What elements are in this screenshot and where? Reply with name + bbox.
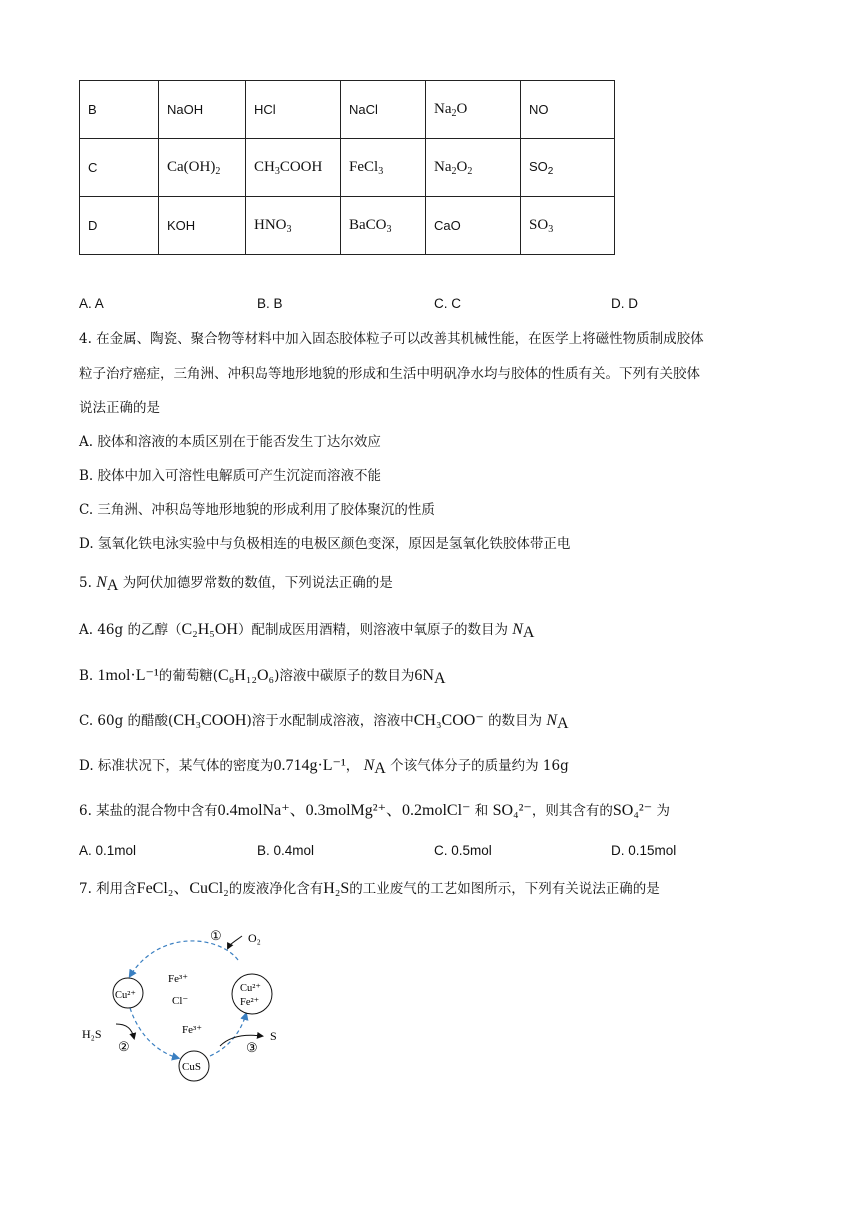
step-3-label: ③ bbox=[246, 1040, 258, 1055]
cycle-arrow-right bbox=[210, 1014, 246, 1056]
h2s-label: H₂S bbox=[82, 1027, 102, 1041]
q4-stem-line2: 粒子治疗癌症，三角洲、冲积岛等地形地貌的形成和生活中明矾净水均与胶体的性质有关。下列有关胶体 bbox=[79, 366, 700, 382]
q4-stem-line3: 说法正确的是 bbox=[79, 400, 160, 416]
formula-subscript: 3 bbox=[386, 223, 392, 235]
q6-prefix: 6. 某盐的混合物中含有 bbox=[79, 803, 218, 819]
na-subscript: A bbox=[374, 760, 386, 777]
q5-a-suffix: ）配制成医用酒精，则溶液中氧原子的数目为 bbox=[237, 622, 508, 638]
q5-stem-text: 为阿伏加德罗常数的数值，下列说法正确的是 bbox=[122, 575, 393, 591]
formula-subscript: 3 bbox=[378, 165, 384, 177]
process-cycle-diagram bbox=[70, 918, 300, 1088]
cu2-right-label: Cu²⁺ bbox=[240, 983, 261, 994]
formula-subscript: 3 bbox=[286, 223, 292, 235]
table-cell: CaO bbox=[426, 197, 521, 255]
q5-stem bbox=[79, 573, 393, 596]
q5-d-suffix: 个该气体分子的质量约为 16g bbox=[390, 758, 569, 774]
h2s-arrow bbox=[116, 1024, 134, 1038]
step-1-label: ① bbox=[210, 928, 222, 943]
table-cell: $HNO_3$ bbox=[246, 197, 341, 255]
q6-option-d: D. 0.15mol bbox=[611, 843, 677, 858]
q5-option-a bbox=[79, 620, 534, 643]
q7-suffix: 的工业废气的工艺如图所示，下列有关说法正确的是 bbox=[349, 881, 660, 897]
q4-option-b: B. 胶体中加入可溶性电解质可产生沉淀而溶液不能 bbox=[79, 468, 382, 484]
table-cell: $SO_2$ bbox=[521, 139, 615, 197]
q5-b-mid: 的葡萄糖( bbox=[158, 668, 219, 684]
table-cell: $Na_2O_2$ bbox=[426, 139, 521, 197]
cu2-label: Cu²⁺ bbox=[115, 990, 136, 1001]
table-row bbox=[80, 81, 615, 139]
acetic-acid-formula: CH₃COOH bbox=[173, 712, 247, 729]
ion-amounts: 0.4molNa⁺、0.3molMg²⁺、0.2molCl⁻ bbox=[217, 802, 471, 819]
q5-d-sep: ， bbox=[345, 758, 360, 774]
formula-subscript: 2 bbox=[451, 107, 457, 119]
formula-subscript: 3 bbox=[274, 165, 280, 177]
q5-option-d bbox=[79, 756, 569, 779]
q7-stem bbox=[79, 879, 660, 899]
q6-stem bbox=[79, 801, 670, 821]
q6-and: 和 bbox=[474, 803, 489, 819]
q5-c-suffix: 的数目为 bbox=[488, 713, 543, 729]
cu2-fe2-node bbox=[232, 974, 272, 1014]
cycle-arrow-top bbox=[130, 941, 238, 976]
na-symbol: N bbox=[546, 712, 558, 729]
sulfate-ion: SO₄²⁻ bbox=[612, 802, 653, 819]
o2-label: O₂ bbox=[248, 931, 261, 945]
q6-mid: ，则其含有的 bbox=[531, 803, 613, 819]
table-cell: NaOH bbox=[159, 81, 246, 139]
fe2-right-label: Fe²⁺ bbox=[240, 997, 260, 1008]
table-cell: $SO_3$ bbox=[521, 197, 615, 255]
q7-mid: 的废液净化含有 bbox=[228, 881, 324, 897]
q4-option-a: A. 胶体和溶液的本质区别在于能否发生丁达尔效应 bbox=[79, 434, 381, 450]
q5-number: 5. bbox=[79, 575, 92, 591]
na-symbol: N bbox=[363, 757, 375, 774]
row-label: C bbox=[80, 139, 159, 197]
o2-arrow bbox=[228, 936, 242, 948]
q6-option-a: A. 0.1mol bbox=[79, 843, 137, 858]
options-table bbox=[79, 80, 615, 255]
na-subscript: A bbox=[557, 715, 569, 732]
s-label: S bbox=[270, 1029, 277, 1043]
table-cell: BaCO$_3$ bbox=[341, 197, 426, 255]
table-cell: FeCl$_3$ bbox=[341, 139, 426, 197]
row-label: B bbox=[80, 81, 159, 139]
q5-c-mid: )溶于水配制成溶液，溶液中 bbox=[246, 713, 414, 729]
table-cell: $Ca(OH)_2$ bbox=[159, 139, 246, 197]
q6-option-c: C. 0.5mol bbox=[434, 843, 492, 858]
table-cell: HCl bbox=[246, 81, 341, 139]
q5-b-prefix: B. bbox=[79, 668, 94, 684]
q5-b-suffix: )溶液中碳原子的数目为 bbox=[274, 668, 415, 684]
cus-label: CuS bbox=[182, 1061, 201, 1073]
step-2-label: ② bbox=[118, 1039, 130, 1054]
q3-option-a: A. A bbox=[79, 296, 104, 311]
table-cell: KOH bbox=[159, 197, 246, 255]
table-cell: $CH_3COOH$ bbox=[246, 139, 341, 197]
q6-end: 为 bbox=[656, 803, 670, 819]
formula-subscript: 3 bbox=[548, 223, 554, 235]
gas-density: 0.714g·L⁻¹ bbox=[273, 757, 346, 774]
carbon-count: 6N bbox=[414, 667, 434, 684]
q4-stem-line1: 4. 在金属、陶瓷、聚合物等材料中加入固态胶体粒子可以改善其机械性能，在医学上将磁性物质制成胶体 bbox=[79, 331, 704, 347]
q5-c-prefix: C. 60g 的醋酸( bbox=[79, 713, 174, 729]
na-subscript: A bbox=[106, 577, 119, 594]
q7-prefix: 7. 利用含 bbox=[79, 881, 137, 897]
q5-d-prefix: D. 标准状况下，某气体的密度为 bbox=[79, 758, 274, 774]
q3-option-d: D. D bbox=[611, 296, 638, 311]
table-row bbox=[80, 197, 615, 255]
q5-option-c bbox=[79, 711, 569, 734]
na-subscript: A bbox=[433, 670, 446, 687]
acetate-ion: CH₃COO⁻ bbox=[413, 712, 484, 729]
fe3-top-label: Fe³⁺ bbox=[168, 973, 189, 985]
table-row bbox=[80, 139, 615, 197]
table-cell: $Na_2O$ bbox=[426, 81, 521, 139]
concentration-unit: 1mol·L⁻¹ bbox=[97, 667, 159, 684]
na-subscript: A bbox=[522, 624, 535, 641]
q6-option-b: B. 0.4mol bbox=[257, 843, 315, 858]
salt-formulas: FeCl₂、CuCl₂ bbox=[136, 880, 229, 897]
formula-subscript: 2 bbox=[467, 165, 473, 177]
na-symbol: N bbox=[96, 574, 107, 591]
cl-label: Cl⁻ bbox=[172, 995, 189, 1007]
q3-option-b: B. B bbox=[257, 296, 283, 311]
q4-option-d: D. 氢氧化铁电泳实验中与负极相连的电极区颜色变深，原因是氢氧化铁胶体带正电 bbox=[79, 536, 571, 552]
formula-subscript: 2 bbox=[215, 165, 221, 177]
q5-option-b bbox=[79, 666, 446, 689]
q3-option-c: C. C bbox=[434, 296, 461, 311]
cycle-arrow-left bbox=[130, 1008, 178, 1058]
formula-subscript: 2 bbox=[547, 165, 554, 177]
q5-a-prefix: A. 46g 的乙醇（ bbox=[79, 622, 182, 638]
formula-subscript: 2 bbox=[451, 165, 457, 177]
table-cell: NaCl bbox=[341, 81, 426, 139]
glucose-formula: C₆H₁₂O₆ bbox=[218, 667, 275, 684]
sulfate-ion: SO₄²⁻ bbox=[492, 802, 532, 819]
ethanol-formula: C₂H₅OH bbox=[181, 621, 238, 638]
q4-option-c: C. 三角洲、冲积岛等地形地貌的形成利用了胶体聚沉的性质 bbox=[79, 502, 435, 518]
fe3-mid-label: Fe³⁺ bbox=[182, 1024, 203, 1036]
row-label: D bbox=[80, 197, 159, 255]
table-cell: NO bbox=[521, 81, 615, 139]
na-symbol: N bbox=[512, 621, 523, 638]
h2s-formula: H₂S bbox=[323, 880, 350, 897]
